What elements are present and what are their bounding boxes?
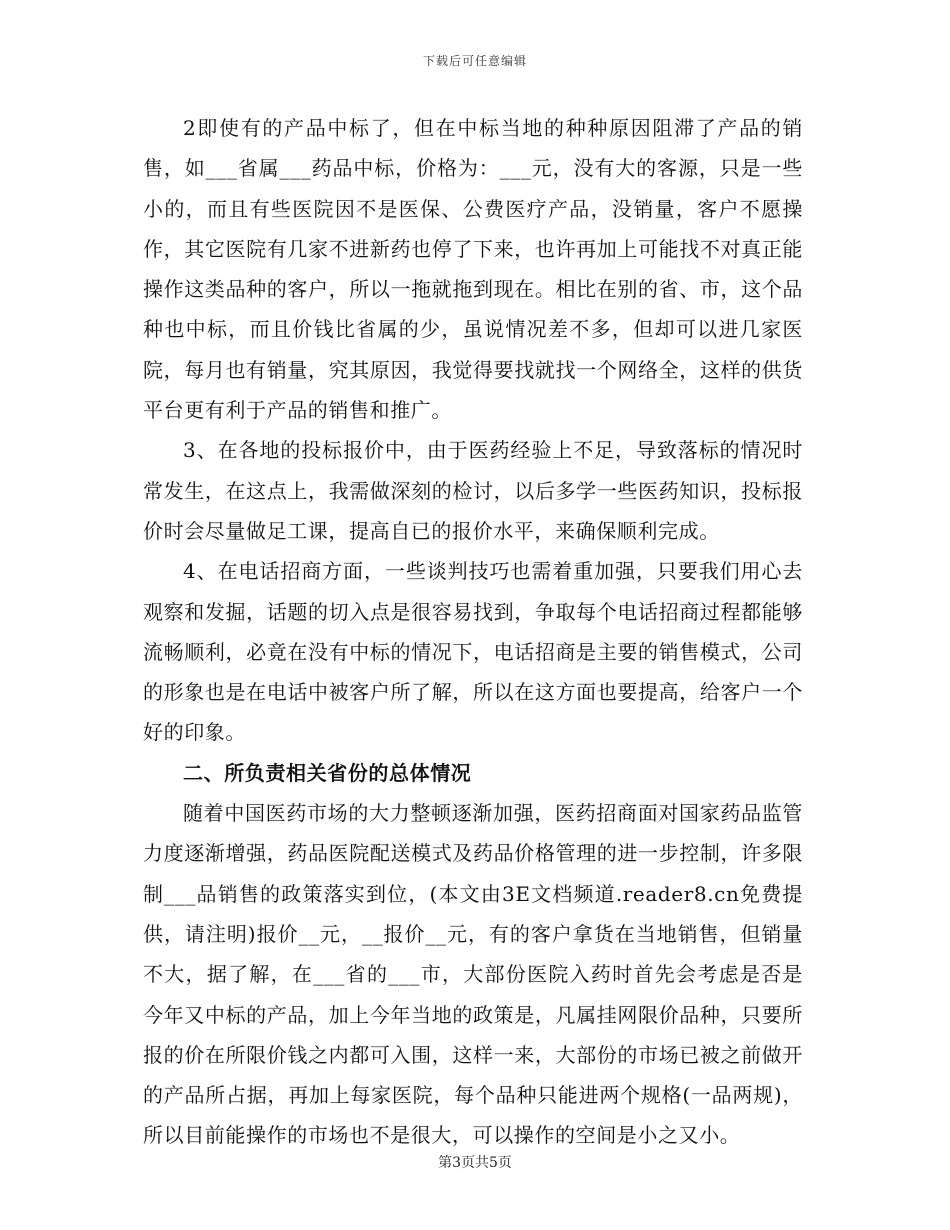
paragraph-point-2: 2即使有的产品中标了，但在中标当地的种种原因阻滞了产品的销售，如___省属___药品中标，价格为：___元，没有大的客源，只是一些小的，而且有些医院因不是医保、公费医疗产品，没销量，客户不愿操作，其它医院有几家不进新药也停了下来，也许再加上可能找不对真正能操作这类品种的客户，所以一拖就拖到现在。相比在别的省、市，这个品种也中标，而且价钱比省属的少，虽说情况差不多，但却可以进几家医院，每月也有销量，究其原因，我觉得要找就找一个网络全，这样的供货平台更有利于产品的销售和推广。 xyxy=(143,116,803,423)
document-body xyxy=(143,108,803,1156)
paragraph-point-4: 4、在电话招商方面，一些谈判技巧也需着重加强，只要我们用心去观察和发掘，话题的切入点是很容易找到，争取每个电话招商过程都能够流畅顺利，必竟在没有中标的情况下，电话招商是主要的销售模式，公司的形象也是在电话中被客户所了解，所以在这方面也要提高，给客户一个好的印象。 xyxy=(143,559,803,745)
paragraph-section-overview: 随着中国医药市场的大力整顿逐渐加强，医药招商面对国家药品监管力度逐渐增强，药品医院配送模式及药品价格管理的进一步控制，许多限制___品销售的政策落实到位，(本文由3E文档频道.reader8.cn免费提供，请注明)报价__元，__报价__元，有的客户拿货在当地销售，但销量不大，据了解，在___省的___市，大部份医院入药时首先会考虑是否是今年又中标的产品，加上今年当地的政策是，凡属挂网限价品种，只要所报的价在所限价钱之内都可入围，这样一来，大部份的市场已被之前做开的产品所占据，再加上每家医院，每个品种只能进两个规格(一品两规)，所以目前能操作的市场也不是很大，可以操作的空间是小之又小。 xyxy=(143,801,803,1148)
section-heading: 二、所负责相关省份的总体情况 xyxy=(183,760,472,785)
header-note: 下载后可任意编辑 xyxy=(422,54,527,68)
page-number: 第3页共5页 xyxy=(438,1155,512,1171)
paragraph-point-3: 3、在各地的投标报价中，由于医药经验上不足，导致落标的情况时常发生，在这点上，我需做深刻的检讨，以后多学一些医药知识，投标报价时会尽量做足工课，提高自已的报价水平，来确保顺利完成。 xyxy=(143,438,803,543)
